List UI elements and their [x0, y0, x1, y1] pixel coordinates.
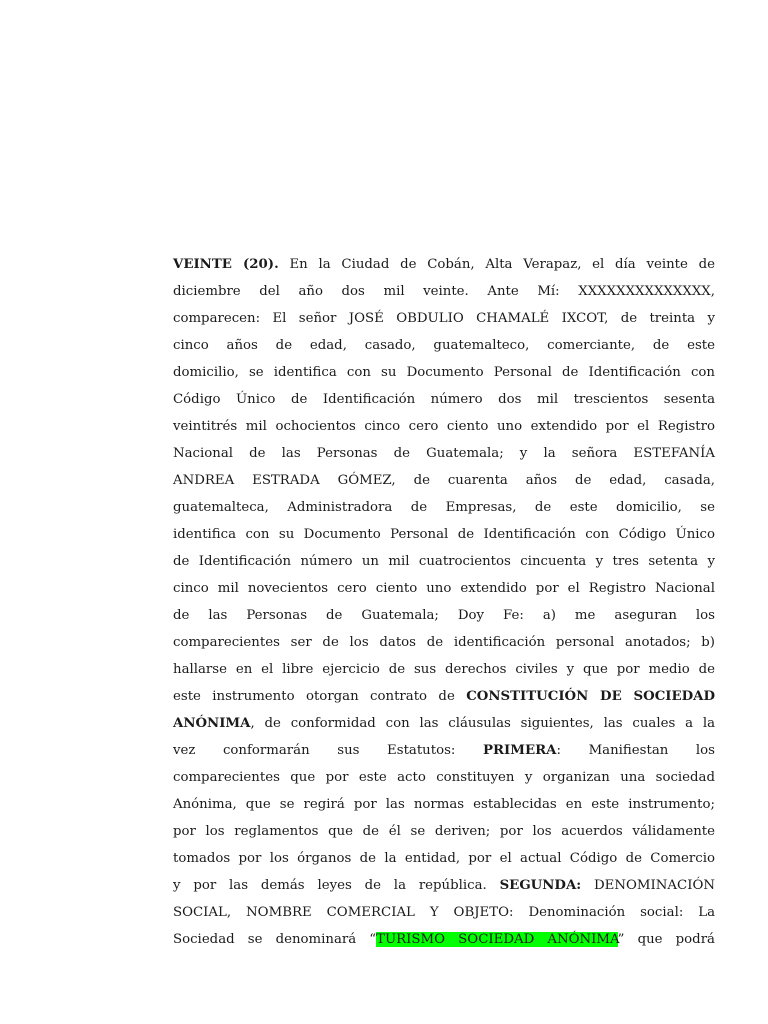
text-line: [173, 332, 715, 359]
text-line: [173, 575, 715, 602]
text-line: [173, 602, 715, 629]
text-run: ” que podrá: [617, 932, 715, 947]
text-line: [173, 899, 715, 926]
text-run: cinco mil novecientos cero ciento uno extendido por el Registro Nacional: [173, 581, 715, 596]
text-line: [173, 440, 715, 467]
text-run: Nacional de las Personas de Guatemala; y la señora ESTEFANÍA: [173, 446, 715, 461]
text-line: [173, 386, 715, 413]
text-run: identifica con su Documento Personal de Identificación con Código Único: [173, 527, 715, 542]
text-line: [173, 764, 715, 791]
text-line: [173, 710, 715, 737]
text-run: En la Ciudad de Cobán, Alta Verapaz, el día veinte de: [278, 257, 715, 272]
text-run: cinco años de edad, casado, guatemalteco, comerciante, de este: [173, 338, 715, 353]
text-line: [173, 548, 715, 575]
bold-text: SEGUNDA:: [499, 878, 582, 893]
text-run: : Manifiestan los: [556, 743, 715, 758]
text-run: comparecientes que por este acto constituyen y organizan una sociedad: [173, 770, 715, 785]
text-run: guatemalteca, Administradora de Empresas, de este domicilio, se: [173, 500, 715, 515]
text-line: [173, 494, 715, 521]
bold-text: ANÓNIMA: [173, 716, 251, 731]
text-run: ANDREA ESTRADA GÓMEZ, de cuarenta años de edad, casada,: [173, 473, 715, 488]
text-run: de Identificación número un mil cuatrocientos cincuenta y tres setenta y: [173, 554, 715, 569]
text-run: y por las demás leyes de la república.: [173, 878, 500, 893]
text-run: Anónima, que se regirá por las normas establecidas en este instrumento;: [173, 797, 715, 812]
bold-text: VEINTE (20).: [173, 257, 279, 272]
text-line: [173, 872, 715, 899]
text-line: [173, 467, 715, 494]
text-run: diciembre del año dos mil veinte. Ante Mí: XXXXXXXXXXXXXX,: [173, 284, 715, 299]
text-run: comparecen: El señor JOSÉ OBDULIO CHAMALÉ IXCOT, de treinta y: [173, 311, 715, 326]
text-line: [173, 683, 715, 710]
text-line: [173, 629, 715, 656]
text-line: [173, 305, 715, 332]
text-run: tomados por los órganos de la entidad, por el actual Código de Comercio: [173, 851, 715, 866]
text-line: [173, 521, 715, 548]
text-run: comparecientes ser de los datos de identificación personal anotados; b): [173, 635, 715, 650]
text-line: [173, 656, 715, 683]
text-run: vez conformarán sus Estatutos:: [173, 743, 483, 758]
text-line: [173, 359, 715, 386]
text-line: [173, 818, 715, 845]
text-run: Código Único de Identificación número dos mil trescientos sesenta: [173, 392, 715, 407]
text-run: , de conformidad con las cláusulas siguientes, las cuales a la: [250, 716, 715, 731]
text-line: [173, 278, 715, 305]
text-run: domicilio, se identifica con su Documento Personal de Identificación con: [173, 365, 715, 380]
text-run: SOCIAL, NOMBRE COMERCIAL Y OBJETO: Denominación social: La: [173, 905, 715, 920]
text-run: DENOMINACIÓN: [581, 878, 715, 893]
text-line: [173, 791, 715, 818]
text-run: este instrumento otorgan contrato de: [173, 689, 467, 704]
text-run: hallarse en el libre ejercicio de sus derechos civiles y que por medio de: [173, 662, 715, 677]
text-run: Sociedad se denominará “: [173, 932, 377, 947]
text-run: de las Personas de Guatemala; Doy Fe: a) me aseguran los: [173, 608, 715, 623]
document-body-text: [173, 251, 715, 953]
text-run: veintitrés mil ochocientos cinco cero ciento uno extendido por el Registro: [173, 419, 715, 434]
text-line: [173, 926, 715, 953]
highlighted-text: TURISMO SOCIEDAD ANÓNIMA: [376, 932, 618, 947]
text-line: [173, 413, 715, 440]
bold-text: PRIMERA: [483, 743, 557, 758]
text-line: [173, 251, 715, 278]
text-line: [173, 737, 715, 764]
text-line: [173, 845, 715, 872]
text-run: por los reglamentos que de él se deriven; por los acuerdos válidamente: [173, 824, 715, 839]
bold-text: CONSTITUCIÓN DE SOCIEDAD: [466, 689, 716, 704]
